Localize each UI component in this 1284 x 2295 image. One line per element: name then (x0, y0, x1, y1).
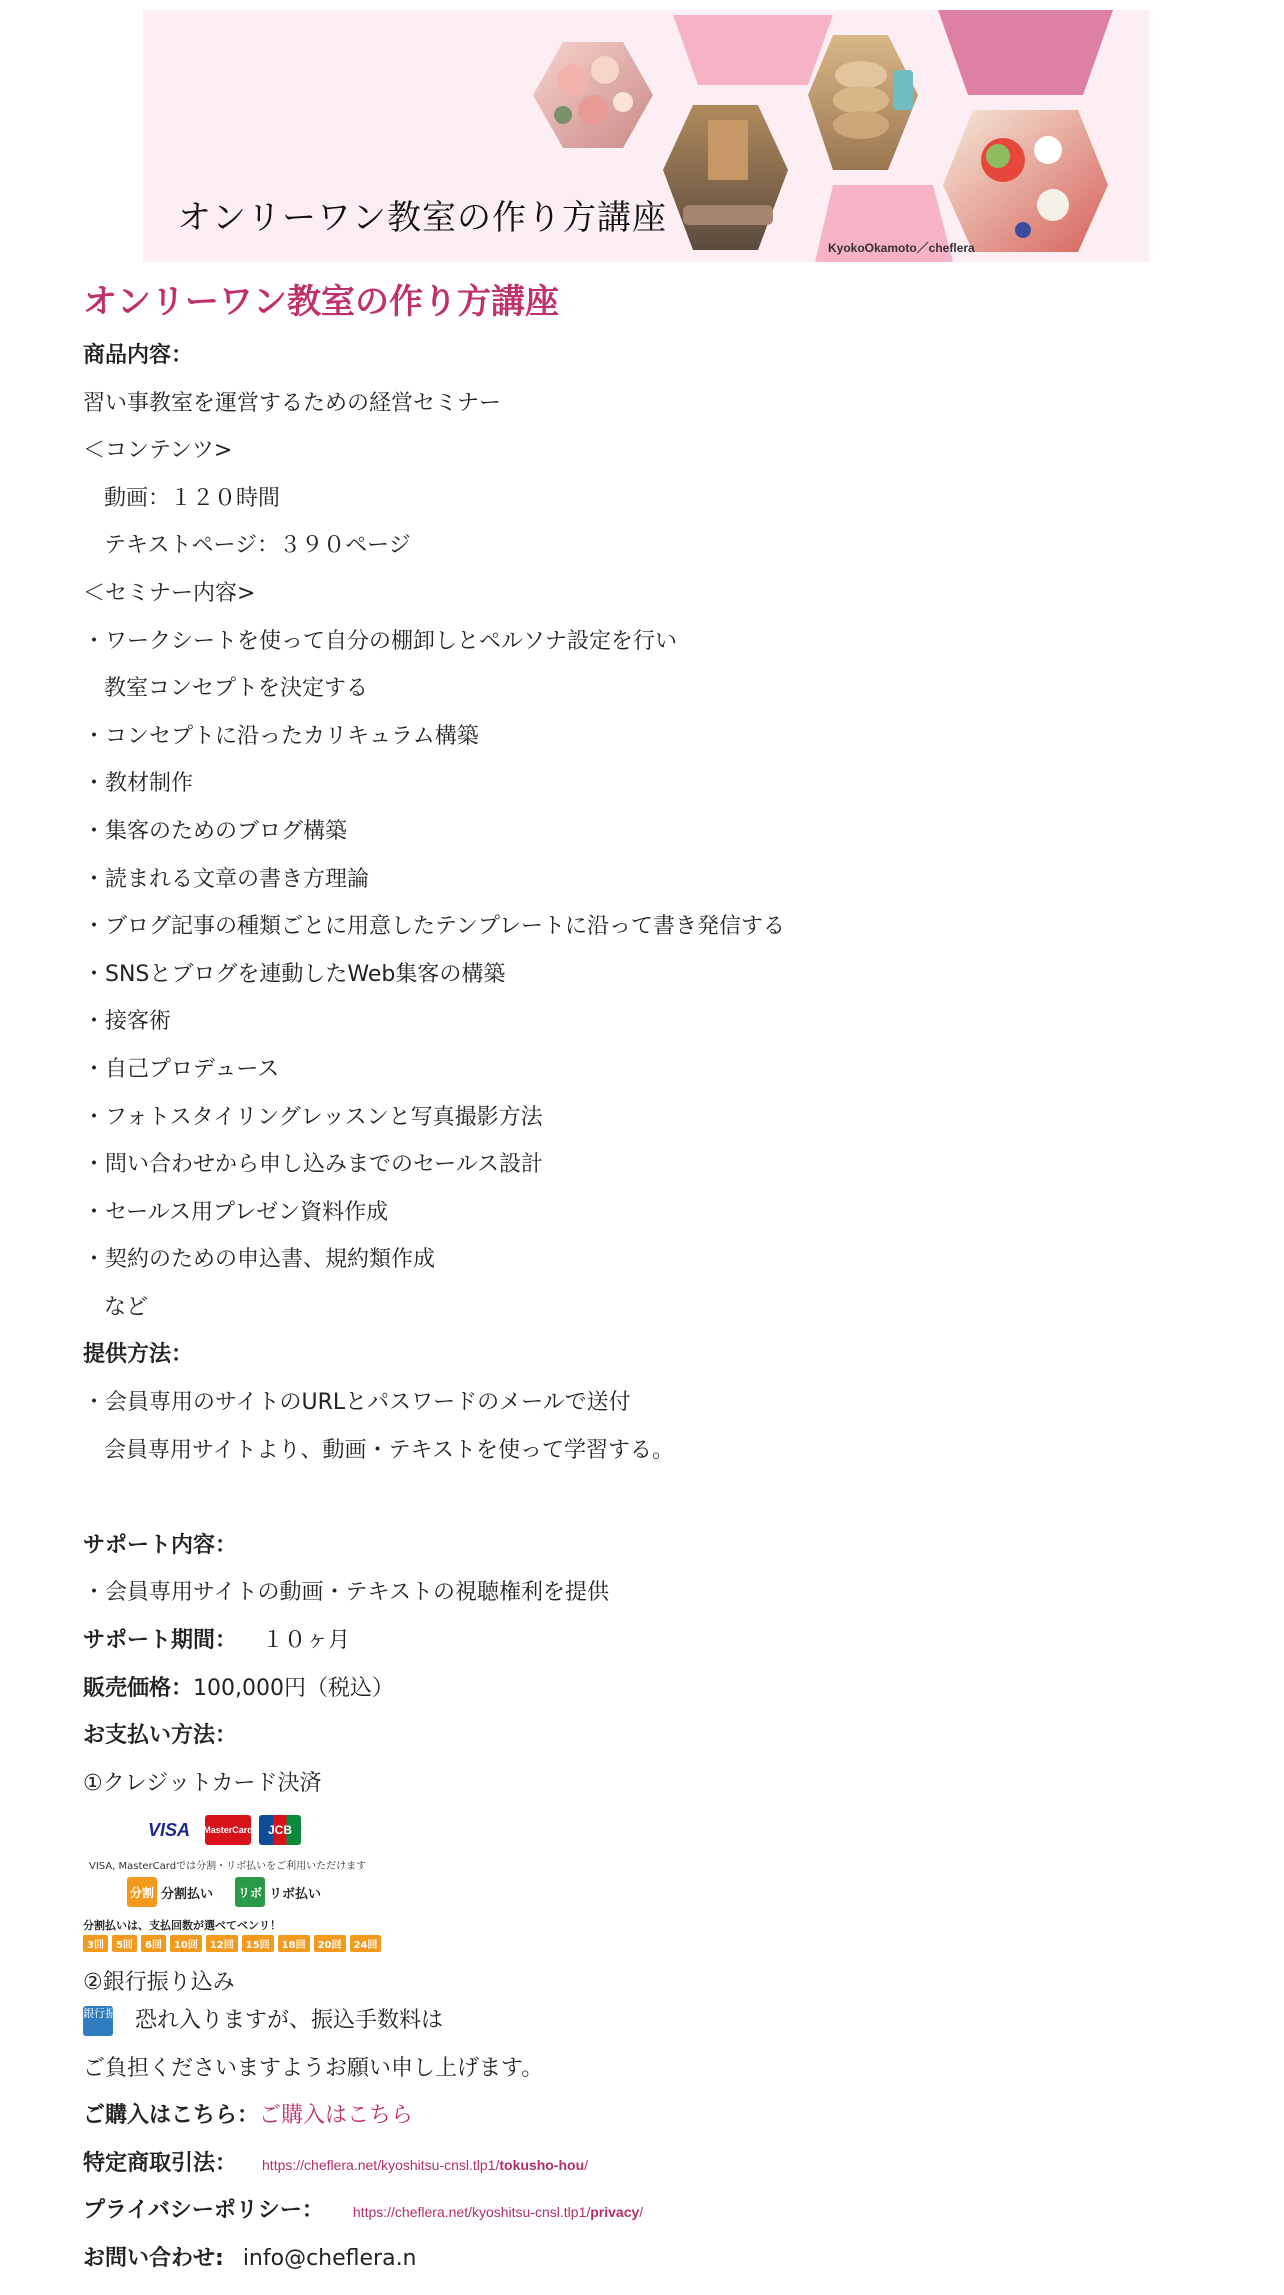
product-desc: 習い事教室を運営するための経営セミナー (83, 390, 502, 416)
seminar-item: ・SNSとブログを連動したWeb集客の構築 (83, 961, 506, 987)
revolving-payment-label: リボ払い (269, 1886, 322, 1902)
content (83, 272, 1233, 2283)
split-payment-label: 分割払い (161, 1886, 214, 1902)
pink-hex-2 (938, 10, 1113, 95)
payment-label: お支払い方法： (83, 1723, 238, 1749)
installment-note: 分割払いは、支払回数が選べてベンリ！ (83, 1919, 281, 1933)
installment-count: 6回 (141, 1935, 166, 1952)
page-title: オンリーワン教室の作り方講座 (83, 282, 559, 322)
banner (143, 10, 1149, 262)
support-label: サポート内容： (83, 1532, 238, 1558)
seminar-item: ・セールス用プレゼン資料作成 (83, 1199, 389, 1225)
installment-count: 10回 (170, 1935, 202, 1952)
payment-card: ①クレジットカード決済 (83, 1770, 322, 1796)
installment-count: 20回 (314, 1935, 346, 1952)
seminar-item: ・フォトスタイリングレッスンと写真撮影方法 (83, 1104, 543, 1130)
tokusho-label: 特定商取引法： (83, 2150, 238, 2176)
split-payment-icon: 分割 (127, 1877, 157, 1907)
revolving-payment-icon: リボ (235, 1877, 265, 1907)
installment-counts (83, 1935, 381, 1952)
contents-item: テキストページ：３９０ページ (104, 533, 411, 559)
bank-note-2: ご負担くださいますようお願い申し上げます。 (83, 2055, 544, 2081)
bank-transfer-icon: 銀行振込 (83, 2006, 113, 2036)
revolving-payment (235, 1877, 321, 1907)
payment-options (127, 1877, 321, 1907)
product-label: 商品内容： (83, 343, 194, 368)
delivery-item: ・会員専用のサイトのURLとパスワードのメールで送付 (83, 1390, 631, 1416)
installment-count: 3回 (83, 1935, 108, 1952)
seminar-item: ・教材制作 (83, 771, 194, 797)
seminar-item: など (104, 1294, 149, 1320)
payment-bank: ②銀行振り込み (83, 1970, 235, 1996)
seminar-item: ・契約のための申込書、規約類作成 (83, 1247, 436, 1273)
installment-count: 12回 (206, 1935, 238, 1952)
contact-label: お問い合わせ: (83, 2245, 224, 2271)
split-payment (127, 1877, 213, 1907)
contact-email[interactable]: info@cheflera.n (242, 2245, 417, 2271)
price-value: 100,000円（税込） (193, 1675, 394, 1701)
seminar-item: ・ワークシートを使って自分の棚卸しとペルソナ設定を行い (83, 628, 678, 654)
card-note: VISA, MasterCardでは分割・リボ払いをご利用いただけます (89, 1861, 367, 1873)
contact (83, 2235, 1233, 2283)
seminar-item: ・問い合わせから申し込みまでのセールス設計 (83, 1152, 544, 1178)
support-period-value: １０ヶ月 (262, 1628, 351, 1654)
privacy (83, 2187, 1233, 2235)
seminar-item: ・コンセプトに沿ったカリキュラム構築 (83, 723, 479, 749)
seminar-header: ＜セミナー内容> (83, 580, 256, 606)
contents-header: ＜コンテンツ> (83, 438, 233, 464)
pink-hex-1 (673, 15, 833, 85)
tokusho (83, 2140, 1233, 2188)
price (83, 1665, 1233, 1713)
visa-logo: VISA (141, 1815, 197, 1845)
support-item: ・会員専用サイトの動画・テキストの視聴権利を提供 (83, 1580, 610, 1606)
purchase-link[interactable]: ご購入はこちら (259, 2103, 414, 2129)
support-period (83, 1617, 1233, 1665)
bank-note (83, 1997, 1233, 2045)
installment-count: 18回 (278, 1935, 310, 1952)
installment-count: 24回 (350, 1935, 382, 1952)
seminar-item: ・読まれる文章の書き方理論 (83, 866, 370, 892)
seminar-item: 教室コンセプトを決定する (104, 676, 369, 702)
price-label: 販売価格： (83, 1675, 194, 1701)
privacy-link[interactable]: https://cheflera.net/kyoshitsu-cnsl.tlp1/privacy/ (352, 2204, 644, 2221)
tokusho-link[interactable]: https://cheflera.net/kyoshitsu-cnsl.tlp1/tokusho-hou/ (262, 2156, 589, 2173)
jcb-logo: JCB (259, 1815, 301, 1845)
contents-item: 動画：１２０時間 (104, 485, 281, 511)
purchase (83, 2092, 1233, 2140)
delivery-item: 会員専用サイトより、動画・テキストを使って学習する。 (104, 1437, 675, 1463)
delivery-label: 提供方法： (83, 1342, 194, 1368)
spacer (83, 1474, 1233, 1522)
mastercard-logo: MasterCard (205, 1815, 251, 1845)
installment-count: 5回 (112, 1935, 137, 1952)
purchase-label: ご購入はこちら： (83, 2103, 260, 2129)
installment-count: 15回 (242, 1935, 274, 1952)
seminar-item: ・ブログ記事の種類ごとに用意したテンプレートに沿って書き発信する (83, 914, 786, 940)
support-period-label: サポート期間： (83, 1628, 238, 1654)
card-brands (141, 1815, 301, 1845)
seminar-item: ・集客のためのブログ構築 (83, 818, 348, 844)
banner-title: オンリーワン教室の作り方講座 (177, 198, 667, 238)
credit-card-logos (83, 1807, 383, 1953)
banner-credit: KyokoOkamoto／cheflera (828, 241, 975, 255)
seminar-item: ・接客術 (83, 1009, 172, 1035)
seminar-item: ・自己プロデュース (83, 1056, 280, 1082)
privacy-label: プライバシーポリシー： (83, 2198, 324, 2224)
bank-note-1: 恐れ入りますが、振込手数料は (135, 2008, 444, 2033)
